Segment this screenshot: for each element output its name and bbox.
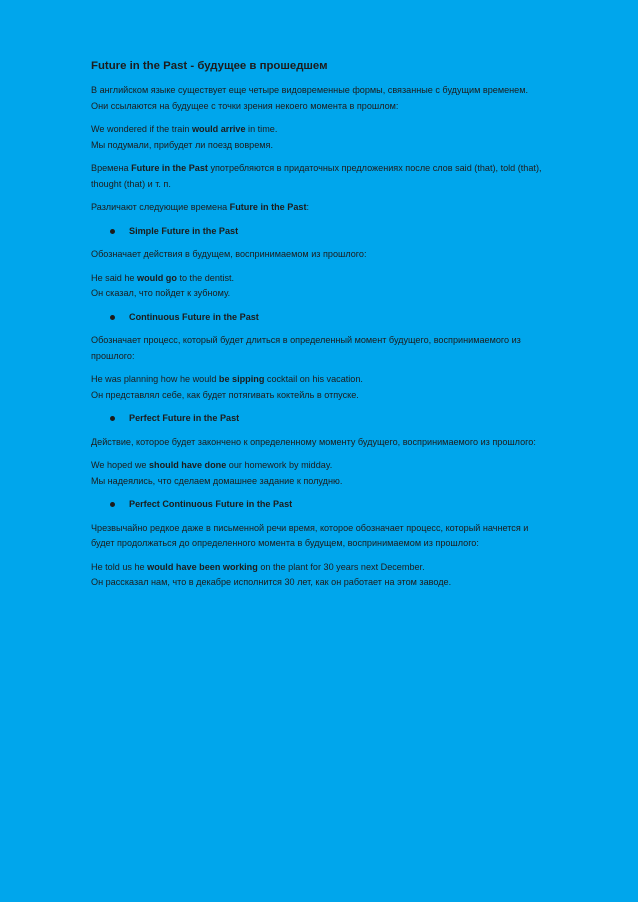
forms-intro-pre: Различают следующие времена: [91, 202, 230, 212]
bullet-icon: [110, 416, 115, 421]
section-heading-label: Perfect Future in the Past: [129, 413, 240, 423]
intro-line-1: В английском языке существует еще четыре видовременные формы, связанные с будущим временем.: [91, 85, 528, 95]
section-heading-label: Perfect Continuous Future in the Past: [129, 499, 293, 509]
section-example-translation: Мы надеялись, что сделаем домашнее задание к полудню.: [91, 475, 343, 486]
usage-pre: Времена: [91, 163, 132, 173]
section-example-post: our homework by midday.: [226, 460, 333, 470]
main-example: [91, 122, 578, 153]
section-example: [91, 271, 578, 302]
section-example: [91, 458, 578, 489]
intro-line-2: Они ссылаются на будущее с точки зрения некоего момента в прошлом:: [91, 100, 399, 111]
section-example-post: to the dentist.: [176, 272, 235, 283]
section-example: [91, 372, 578, 403]
section-description-line-1: Обозначает процесс, который будет длиться в определенный момент будущего, воспринимаемого из: [91, 335, 521, 345]
bullet-icon: [110, 229, 115, 234]
section-example-post: on the plant for 30 years next December.: [257, 561, 425, 572]
section-description-line-2: будет продолжаться до определенного момента в будущем, воспринимаемом из прошлого:: [91, 538, 479, 548]
section-heading-perfect-continuous: [91, 497, 578, 513]
section-example: [91, 560, 578, 591]
section-example-bold: be sipping: [218, 374, 265, 384]
section-example-translation: Он рассказал нам, что в декабре исполнится 30 лет, как он работает на этом заводе.: [91, 577, 452, 587]
section-description: [91, 247, 578, 263]
forms-intro-bold: Future in the Past: [229, 202, 307, 212]
section-description: [91, 435, 578, 451]
main-example-bold: would arrive: [191, 124, 246, 134]
section-example-pre: He was planning how he would: [91, 374, 219, 384]
section-heading-continuous: [91, 310, 578, 326]
section-example-bold: would go: [137, 272, 177, 283]
section-description-line-2: прошлого:: [91, 350, 135, 361]
main-example-post: in time.: [245, 124, 278, 134]
usage-paragraph: [91, 161, 578, 192]
section-example-translation: Он представлял себе, как будет потягивать коктейль в отпуске.: [91, 389, 359, 400]
bullet-icon: [110, 315, 115, 320]
section-example-bold: would have been working: [147, 561, 258, 572]
section-description-line-1: Чрезвычайно редкое даже в письменной речи время, которое обозначает процесс, который начнется и: [91, 522, 529, 533]
intro-paragraph: [91, 83, 578, 114]
section-description: [91, 521, 578, 552]
bullet-icon: [110, 502, 115, 507]
section-example-post: cocktail on his vacation.: [264, 374, 363, 384]
section-example-pre: He told us he: [91, 561, 148, 572]
forms-intro: [91, 200, 578, 216]
section-heading-label: Continuous Future in the Past: [129, 311, 259, 322]
section-heading-simple: [91, 224, 578, 240]
section-heading-perfect: [91, 411, 578, 427]
usage-bold: Future in the Past: [131, 163, 208, 173]
section-example-pre: We hoped we: [91, 460, 149, 470]
section-example-bold: should have done: [148, 460, 227, 470]
section-example-pre: He said he: [91, 272, 138, 283]
main-example-translation: Мы подумали, прибудет ли поезд вовремя.: [91, 139, 273, 150]
section-heading-label: Simple Future in the Past: [129, 225, 239, 236]
section-description-line-1: Действие, которое будет закончено к определенному моменту будущего, воспринимаемого из прошлого:: [91, 436, 536, 447]
section-description-line-1: Обозначает действия в будущем, воспринимаемом из прошлого:: [91, 249, 367, 259]
usage-line-2: thought (that) и т. п.: [91, 178, 171, 189]
usage-post: употребляются в придаточных предложениях после слов said (that), told (that),: [207, 163, 542, 173]
forms-intro-post: :: [306, 202, 310, 212]
main-example-pre: We wondered if the train: [91, 124, 192, 134]
section-description: [91, 333, 578, 364]
document-title: Future in the Past - будущее в прошедшем: [91, 60, 328, 72]
section-example-translation: Он сказал, что пойдет к зубному.: [91, 288, 231, 298]
